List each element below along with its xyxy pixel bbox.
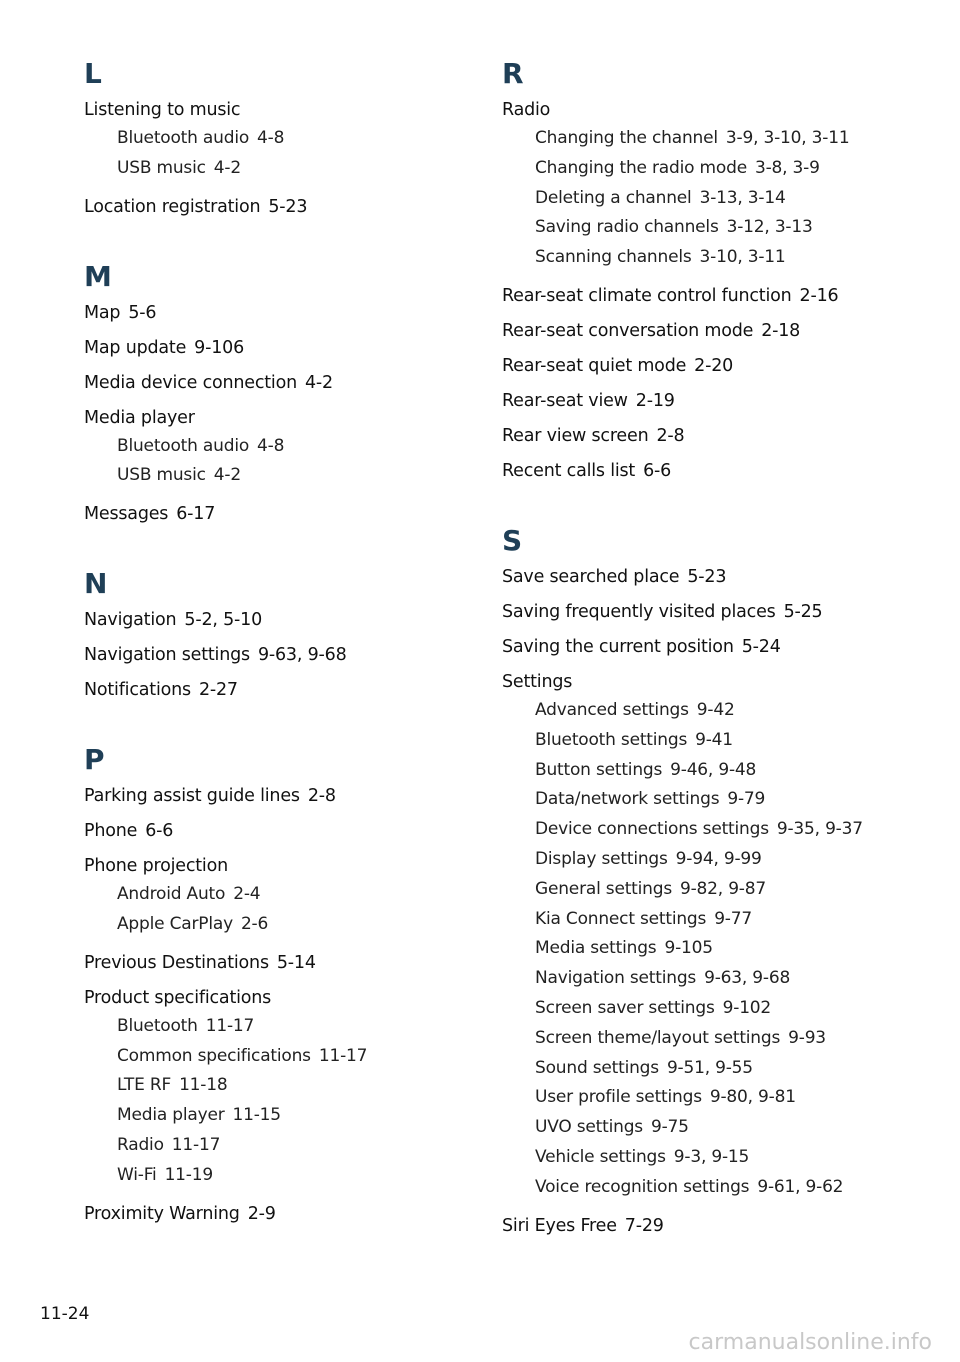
entry-line bbox=[84, 784, 464, 808]
entry-line bbox=[84, 502, 464, 526]
entry-term: Siri Eyes Free bbox=[502, 1215, 617, 1236]
index-entry bbox=[84, 784, 464, 808]
sub-entry-term: General settings bbox=[535, 878, 672, 899]
entry-line bbox=[84, 195, 464, 219]
entry-pages: 9-63, 9-68 bbox=[257, 645, 347, 666]
section-letter: N bbox=[84, 567, 108, 601]
entry-pages: 5-23 bbox=[687, 566, 727, 587]
entry-pages: 2-8 bbox=[307, 786, 336, 807]
entry-pages: 6-17 bbox=[176, 504, 216, 525]
sub-entry bbox=[84, 1012, 464, 1042]
sub-entry bbox=[502, 1143, 922, 1173]
entry-line bbox=[84, 951, 464, 975]
index-entry bbox=[84, 986, 464, 1191]
sub-entry-term: Kia Connect settings bbox=[535, 908, 707, 929]
sub-entry-pages: 3-12, 3-13 bbox=[726, 217, 813, 238]
sub-entry-pages: 11-18 bbox=[179, 1075, 228, 1096]
sub-entry-pages: 9-82, 9-87 bbox=[680, 878, 766, 899]
index-entry bbox=[84, 371, 464, 395]
section-letter: P bbox=[84, 743, 105, 777]
entry-term: Map update bbox=[84, 337, 187, 358]
entry-pages: 4-2 bbox=[305, 372, 333, 393]
index-entry bbox=[502, 354, 922, 378]
sub-entry-term: Bluetooth settings bbox=[535, 729, 688, 750]
sub-entry-pages: 4-8 bbox=[257, 435, 285, 456]
sub-entry bbox=[84, 880, 464, 910]
sub-entry-term: Deleting a channel bbox=[535, 187, 692, 208]
entry-pages: 2-16 bbox=[799, 285, 839, 306]
index-section bbox=[502, 523, 922, 1238]
index-entry bbox=[502, 600, 922, 624]
sub-entry bbox=[502, 1054, 922, 1084]
sub-entry bbox=[502, 1173, 922, 1203]
sub-entry-term: Radio bbox=[117, 1134, 164, 1155]
entry-line bbox=[502, 284, 922, 308]
entry-term: Location registration bbox=[84, 196, 261, 217]
entry-term: Phone projection bbox=[84, 856, 228, 877]
index-section bbox=[84, 742, 464, 1225]
entry-line bbox=[502, 98, 922, 122]
entry-pages: 5-6 bbox=[128, 302, 157, 323]
sub-entry-pages: 2-4 bbox=[233, 884, 261, 905]
index-entry bbox=[84, 98, 464, 184]
sub-entry-term: LTE RF bbox=[117, 1075, 172, 1096]
entry-pages: 5-23 bbox=[268, 196, 308, 217]
entry-term: Proximity Warning bbox=[84, 1203, 240, 1224]
sub-entry-pages: 9-105 bbox=[664, 938, 713, 959]
index-entry bbox=[84, 1202, 464, 1226]
sub-entry-term: Media player bbox=[117, 1105, 225, 1126]
sub-entry bbox=[502, 1083, 922, 1113]
sub-entry-pages: 11-17 bbox=[171, 1134, 221, 1155]
entry-line bbox=[502, 319, 922, 343]
entry-term: Media player bbox=[84, 407, 195, 428]
sub-entry bbox=[84, 1101, 464, 1131]
index-entry bbox=[502, 389, 922, 413]
sub-entry-list bbox=[502, 696, 922, 1203]
sub-entry-pages: 9-42 bbox=[696, 699, 735, 720]
index-entry bbox=[84, 502, 464, 526]
sub-entry-list bbox=[84, 1012, 464, 1191]
index-section bbox=[84, 56, 464, 219]
entry-line bbox=[84, 1202, 464, 1226]
entry-term: Notifications bbox=[84, 680, 191, 701]
index-entry bbox=[84, 678, 464, 702]
index-entry bbox=[84, 406, 464, 492]
entry-pages: 5-2, 5-10 bbox=[184, 610, 263, 631]
entry-pages: 2-8 bbox=[656, 425, 685, 446]
sub-entry-term: User profile settings bbox=[535, 1087, 702, 1108]
sub-entry-term: USB music bbox=[117, 157, 206, 178]
sub-entry-term: Bluetooth audio bbox=[117, 435, 250, 456]
sub-entry bbox=[502, 994, 922, 1024]
entry-line bbox=[502, 459, 922, 483]
index-entry bbox=[502, 424, 922, 448]
entry-line bbox=[84, 336, 464, 360]
sub-entry bbox=[502, 845, 922, 875]
section-letter: R bbox=[502, 57, 524, 90]
entry-pages: 5-24 bbox=[741, 636, 781, 657]
entry-term: Product specifications bbox=[84, 987, 272, 1008]
index-entry bbox=[502, 98, 922, 273]
entry-term: Saving the current position bbox=[502, 636, 734, 657]
sub-entry-list bbox=[502, 124, 922, 273]
sub-entry bbox=[84, 124, 464, 154]
entry-term: Rear-seat climate control function bbox=[502, 285, 792, 306]
index-entry bbox=[84, 951, 464, 975]
sub-entry bbox=[84, 432, 464, 462]
entry-line bbox=[84, 854, 464, 878]
sub-entry bbox=[502, 785, 922, 815]
sub-entry bbox=[84, 461, 464, 491]
entry-term: Settings bbox=[502, 671, 573, 692]
entry-term: Saving frequently visited places bbox=[502, 601, 776, 622]
entry-pages: 5-25 bbox=[783, 601, 823, 622]
sub-entry-pages: 9-3, 9-15 bbox=[673, 1146, 750, 1167]
sub-entry bbox=[502, 184, 922, 214]
sub-entry-term: Bluetooth audio bbox=[117, 128, 250, 148]
entry-pages: 6-6 bbox=[145, 821, 174, 842]
sub-entry-pages: 9-63, 9-68 bbox=[704, 968, 791, 989]
entry-term: Navigation bbox=[84, 610, 177, 631]
entry-line bbox=[502, 389, 922, 413]
entry-term: Map bbox=[84, 302, 121, 323]
sub-entry bbox=[502, 154, 922, 184]
entry-term: Listening to music bbox=[84, 100, 241, 120]
sub-entry-pages: 3-9, 3-10, 3-11 bbox=[725, 128, 850, 148]
index-column-left bbox=[84, 56, 464, 1266]
index-section bbox=[84, 566, 464, 702]
sub-entry bbox=[502, 756, 922, 786]
sub-entry bbox=[84, 1161, 464, 1191]
sub-entry bbox=[502, 905, 922, 935]
entry-line bbox=[84, 608, 464, 632]
sub-entry-term: Scanning channels bbox=[535, 247, 692, 268]
entry-pages: 7-29 bbox=[624, 1215, 664, 1236]
sub-entry-term: Changing the radio mode bbox=[535, 157, 747, 178]
sub-entry-pages: 9-77 bbox=[714, 908, 752, 929]
entry-term: Rear view screen bbox=[502, 425, 649, 446]
sub-entry-pages: 9-41 bbox=[695, 729, 733, 750]
entry-line bbox=[502, 1214, 922, 1238]
index-entry bbox=[502, 459, 922, 483]
sub-entry-list bbox=[84, 124, 464, 184]
index-entry bbox=[502, 319, 922, 343]
sub-entry-pages: 3-8, 3-9 bbox=[754, 157, 820, 178]
sub-entry bbox=[84, 1131, 464, 1161]
sub-entry-pages: 2-6 bbox=[240, 913, 269, 934]
entry-term: Rear-seat quiet mode bbox=[502, 355, 687, 376]
index-entry bbox=[84, 336, 464, 360]
entry-pages: 2-9 bbox=[247, 1203, 276, 1224]
entry-term: Parking assist guide lines bbox=[84, 786, 300, 807]
entry-line bbox=[502, 600, 922, 624]
sub-entry-term: USB music bbox=[117, 465, 206, 486]
sub-entry bbox=[502, 726, 922, 756]
section-letter: S bbox=[502, 523, 523, 557]
sub-entry-term: Media settings bbox=[535, 938, 657, 959]
entry-term: Rear-seat view bbox=[502, 390, 628, 411]
entry-line bbox=[84, 98, 464, 122]
index-section bbox=[502, 56, 922, 483]
entry-term: Phone bbox=[84, 821, 138, 842]
sub-entry-term: Common specifications bbox=[117, 1045, 311, 1066]
sub-entry bbox=[502, 934, 922, 964]
entry-line bbox=[84, 643, 464, 667]
sub-entry-term: Saving radio channels bbox=[535, 217, 719, 238]
entry-line bbox=[502, 565, 922, 589]
sub-entry bbox=[502, 875, 922, 905]
index-column-right bbox=[502, 56, 922, 1278]
sub-entry bbox=[84, 154, 464, 184]
sub-entry-term: Wi-Fi bbox=[117, 1164, 157, 1185]
entry-pages: 9-106 bbox=[194, 337, 245, 358]
sub-entry-pages: 3-10, 3-11 bbox=[699, 247, 786, 268]
section-letter: M bbox=[84, 259, 112, 293]
entry-pages: 6-6 bbox=[643, 460, 672, 481]
index-entry bbox=[502, 565, 922, 589]
sub-entry-term: Voice recognition settings bbox=[535, 1176, 750, 1197]
sub-entry bbox=[502, 124, 922, 154]
sub-entry-term: Bluetooth bbox=[117, 1015, 198, 1036]
sub-entry-pages: 11-17 bbox=[318, 1045, 368, 1066]
sub-entry bbox=[502, 815, 922, 845]
entry-pages: 5-14 bbox=[276, 952, 316, 973]
sub-entry-pages: 9-94, 9-99 bbox=[675, 848, 762, 869]
sub-entry bbox=[502, 1024, 922, 1054]
sub-entry-list bbox=[84, 432, 464, 492]
sub-entry-term: Sound settings bbox=[535, 1057, 659, 1078]
sub-entry-pages: 4-2 bbox=[213, 157, 241, 178]
sub-entry-pages: 9-80, 9-81 bbox=[709, 1087, 796, 1108]
index-entry bbox=[502, 284, 922, 308]
index-entry bbox=[84, 819, 464, 843]
sub-entry bbox=[502, 964, 922, 994]
index-entry bbox=[502, 670, 922, 1203]
entry-line bbox=[502, 354, 922, 378]
sub-entry-pages: 11-15 bbox=[232, 1105, 281, 1126]
entry-line bbox=[84, 301, 464, 325]
index-entry bbox=[84, 854, 464, 940]
entry-pages: 2-18 bbox=[761, 320, 801, 341]
sub-entry bbox=[502, 696, 922, 726]
sub-entry-pages: 9-102 bbox=[722, 997, 772, 1018]
section-letter: L bbox=[84, 57, 102, 90]
entry-term: Rear-seat conversation mode bbox=[502, 320, 754, 341]
entry-line bbox=[502, 635, 922, 659]
sub-entry-term: Data/network settings bbox=[535, 789, 720, 810]
sub-entry-term: Button settings bbox=[535, 759, 663, 780]
sub-entry-term: Changing the channel bbox=[535, 128, 718, 148]
sub-entry-term: Device connections settings bbox=[535, 819, 769, 840]
index-entry bbox=[84, 643, 464, 667]
sub-entry bbox=[502, 213, 922, 243]
sub-entry-pages: 3-13, 3-14 bbox=[699, 187, 786, 208]
sub-entry-term: Apple CarPlay bbox=[117, 913, 233, 934]
sub-entry-pages: 4-8 bbox=[257, 128, 285, 148]
sub-entry-pages: 4-2 bbox=[213, 465, 241, 486]
sub-entry-pages: 9-75 bbox=[650, 1117, 689, 1138]
sub-entry bbox=[84, 1042, 464, 1072]
sub-entry-term: UVO settings bbox=[535, 1117, 643, 1138]
page-number: 11-24 bbox=[40, 1304, 90, 1324]
entry-line bbox=[502, 670, 922, 694]
index-entry bbox=[502, 635, 922, 659]
entry-line bbox=[84, 406, 464, 430]
sub-entry-term: Vehicle settings bbox=[535, 1146, 666, 1167]
entry-line bbox=[84, 371, 464, 395]
entry-term: Media device connection bbox=[84, 372, 297, 393]
sub-entry-term: Display settings bbox=[535, 848, 668, 869]
sub-entry-term: Screen saver settings bbox=[535, 997, 715, 1018]
sub-entry-pages: 9-46, 9-48 bbox=[670, 759, 757, 780]
index-entry bbox=[84, 195, 464, 219]
sub-entry-term: Advanced settings bbox=[535, 699, 689, 720]
sub-entry bbox=[502, 1113, 922, 1143]
sub-entry-pages: 9-51, 9-55 bbox=[666, 1057, 753, 1078]
index-entry bbox=[84, 608, 464, 632]
sub-entry-term: Android Auto bbox=[117, 884, 226, 905]
entry-line bbox=[502, 424, 922, 448]
entry-term: Previous Destinations bbox=[84, 952, 269, 973]
sub-entry bbox=[84, 1071, 464, 1101]
entry-pages: 2-27 bbox=[198, 680, 238, 701]
sub-entry-pages: 9-35, 9-37 bbox=[776, 819, 863, 840]
sub-entry-pages: 9-79 bbox=[727, 789, 766, 810]
sub-entry-term: Navigation settings bbox=[535, 968, 697, 989]
sub-entry-list bbox=[84, 880, 464, 940]
sub-entry bbox=[84, 910, 464, 940]
sub-entry-term: Screen theme/layout settings bbox=[535, 1027, 781, 1048]
entry-term: Messages bbox=[84, 504, 169, 525]
index-entry bbox=[84, 301, 464, 325]
entry-pages: 2-20 bbox=[694, 355, 734, 376]
entry-term: Navigation settings bbox=[84, 645, 250, 666]
sub-entry-pages: 11-19 bbox=[164, 1164, 213, 1185]
sub-entry bbox=[502, 243, 922, 273]
entry-term: Recent calls list bbox=[502, 460, 636, 481]
sub-entry-pages: 9-61, 9-62 bbox=[757, 1176, 844, 1197]
watermark: carmanualsonline.info bbox=[688, 1330, 932, 1355]
entry-term: Save searched place bbox=[502, 566, 680, 587]
entry-line bbox=[84, 819, 464, 843]
entry-line bbox=[84, 986, 464, 1010]
entry-term: Radio bbox=[502, 100, 551, 120]
index-entry bbox=[502, 1214, 922, 1238]
sub-entry-pages: 9-93 bbox=[788, 1027, 826, 1048]
sub-entry-pages: 11-17 bbox=[205, 1015, 255, 1036]
entry-pages: 2-19 bbox=[635, 390, 675, 411]
entry-line bbox=[84, 678, 464, 702]
index-section bbox=[84, 259, 464, 527]
